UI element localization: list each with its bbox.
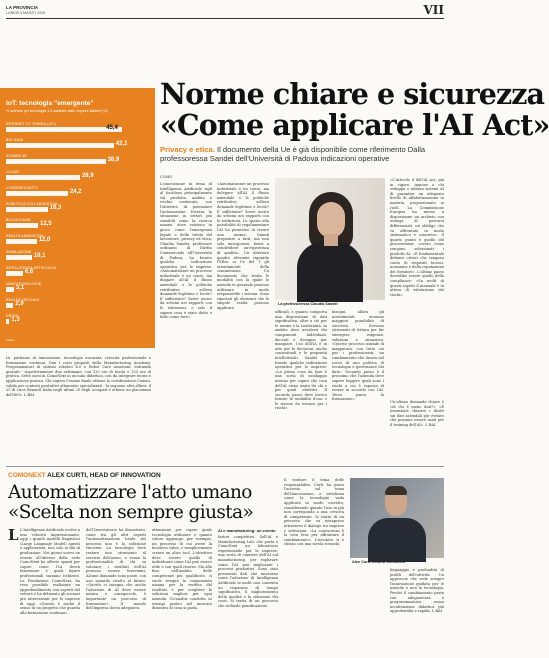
chart-bar (6, 271, 23, 276)
article-headline-1: Norme chiare e sicurezza (160, 77, 545, 111)
article2-section-rest: ALEX CURTI, HEAD OF INNOVATION (47, 472, 161, 479)
photo2-body (368, 518, 426, 562)
chart-bar-row (6, 122, 150, 134)
chart-value-label: 16,3 (49, 205, 62, 212)
article2-dropcap: L (8, 526, 19, 544)
chart-value-label: 28,9 (81, 173, 94, 180)
chart-category-label: SIMULAZIONE (6, 250, 32, 254)
article2-col-5: Il trattare il tema delle responsabilità, Curti ha posto l'accento sul tema dell'innovazione, e sottolinea come la tecnologia vada applicata in modo corretto, considerando quanto l'uso in più non corrisponda a una crescita di competenze. Si tratta di un percorso che va intrapreso attraverso il dialogo tra imprese e istituzioni. «La conoscenza è la vera leva per affrontare il cambiamento». L'incontro si è chiuso con una tavola rotonda. (284, 478, 344, 547)
chart-source: Fonte: ... (6, 338, 18, 342)
chart-bar (6, 287, 14, 292)
photo-neck (324, 234, 338, 246)
section-divider (6, 466, 444, 467)
chart-bar-row (6, 170, 150, 182)
chart-category-label: STAMPA 3D (6, 154, 27, 158)
chart-subtitle: % aziende per tecnologie 4.0 adottate dalle imprese italiane (%) (6, 109, 108, 113)
article2-col-6: linguaggio e profondità di profili dell'attività. Un approccio che vede sempre l'innovazione guidata per le aziende e non la tecnologia. Perché il cambiamento parta con adeguatezza e programmazione, senza un'attenzione didattica più approfondita e rapida. L.BAI (390, 568, 444, 614)
chart-category-label: REALTÀ AUMENTATA (6, 234, 44, 238)
chart-bar-row (6, 282, 150, 294)
article2-headline-1: Automatizzare l'atto umano (8, 482, 252, 503)
chart-bar-row (6, 138, 150, 150)
chart-category-label: ROBOTICA COLLABORATIVA (6, 202, 58, 206)
chart-category-label: INTERNET OF THINGS (IOT) (6, 122, 57, 126)
article2-col-3: attenzione per capire quale tecnologia utilizzare e quanto valore aggiunge, per esempio, un processo di cui avere la business value, o semplicemente creare un altro tool. L'obiettivo deve essere quello di individuare come l'AI può essere utile e con quali risorse. Ma alla fine, nell'ambito delle competenze più qualificate, ci vuole sempre la componente umana per la verifica del risultato e per scegliere le soluzioni migliori per ogni azienda. Un'analisi condotta su esempi pratici nel mercato dimostra di cosa si parla. (152, 528, 212, 611)
chart-bar (6, 255, 32, 260)
article2-section-label (8, 472, 161, 479)
chart-bar-row (6, 234, 150, 246)
chart-bar (6, 303, 13, 308)
chart-bar-row (6, 314, 150, 326)
chart-category-label: CLOUD (6, 170, 20, 174)
chart-value-label: 24,2 (69, 189, 82, 196)
chart-panel (0, 88, 155, 348)
chart-bar (6, 127, 122, 132)
article-deck-block (160, 145, 444, 164)
article-col-4: bisogni, allora gli investimenti avranno maggiori possibilità di successo. Servono strumenti di lettura per far emergere esigenze, soluzioni e situazioni. «Questo processo iniziale di mappatura, con tutto ciò per i professionisti, un cambiamento che lavora nel corso di una politica di tecnologia e governance dei dati». Secondo passo è il prossimo che l'azienda deve sapere leggere quali sono i rischi a cui è esposta di essere in accordo con l'AI. Terzo punto, la formazione». (332, 310, 384, 402)
photo-face (317, 202, 345, 238)
chart-bar-row (6, 266, 150, 278)
article2-photo (350, 478, 444, 558)
chart-category-label: CYBERSECURITY (6, 186, 38, 190)
chart-value-label: 10,1 (33, 253, 46, 260)
photo-body (297, 242, 363, 302)
article-col-1: L'innovazione in tema di Intelligenza Artificiale sigli al focalizza principalmente sul prodotto, ambito a rischio contenuto, con l'obiettivo di potenziare l'automazione. Diversa la situazione in settori più sensibili come la ricerca umane, dove esistono in gioco come l'emergenza legale e della tutela del lavoratore, privacy ed etica. Claudia Sandei, professore ordinario di Diritto Commerciale all'Università di Padova, ha fornito qualche indicazione operativa per le imprese. «Automatizzare un processo industriale è un conto, ma diagare all'AI il flusso aziendale o le politiche retributive, solleva domande legittime e lecite? È sufficiente? Serve uscire da schemi nei rapporti con le istituzioni, e solo il sapere cosa è stato detto e fatto come fare». (160, 182, 212, 320)
article-col-2: «Automatizzare un processo industriale è un conto, ma delegare all'AI il flusso aziendale o le politiche retributive, solleva domande legittime e lecite? È sufficiente? Serve uscire da schemi nei rapporti con le istituzioni. Lo spazio alla possibilità di regolamentare l'AI ha permesso di creare una norma. Quindi preparare a tutti, ma non solo incorporare, bensì a condividere un'esperienza di qualità». Un ulteriore quadro rilevante riguarda l'Ethic ai Ue del 1 gli orientamenti della commissione. Un documento che tratta le modalità con la quale le aziende in generale possono utilizzare in modo responsabile i sistemi. Sono riportati gli elementi che le singole realtà possono applicare. (217, 182, 269, 311)
chart-category-label: DRONI (6, 314, 19, 318)
chart-value-label: 42,1 (115, 141, 128, 148)
chart-bar (6, 207, 48, 212)
article-photo (275, 178, 385, 300)
article2-col-6b (350, 568, 386, 654)
chart-value-label: 6,6 (24, 269, 34, 276)
chart-value-label: 1,3 (11, 317, 20, 324)
article-deck: Il documento della Ue è già disponibile come riferimento Dalla professoressa Sandei dell'Università di Padova indicazioni operative (160, 145, 426, 164)
article2-subhead: AI e manufacturing: un evento (218, 528, 276, 533)
chart-bar (6, 223, 38, 228)
chart-value-label: 45,4 (106, 125, 118, 132)
photo2-hair (385, 486, 407, 495)
chart-category-label: NANOTECNOLOGIE (6, 282, 42, 286)
article2-section-tag: COMONEXT (8, 472, 46, 479)
chart-category-label: INTELLIGENZA ARTIFICIALE (6, 266, 57, 270)
chart-category-label: BLOCKCHAIN (6, 218, 31, 222)
page-number: VII (423, 3, 444, 17)
article-col-3: ufficiali, e quanto comporta una disposizione di dati significativa, oltre a ciò per le norme e la conformità. In ambito deve avvalersi dei componenti individuali, decenti e designer per mangiare. Uso dell'IA è in atto per le decisioni, anche contrattuali e le proprietà intellettuali». Sandei ha fornito qualche indicazione operativa per le imprese: «La prima cosa da fare è una sorta di sondaggio interno per capire che cosa dell'AI viene usata da chi e per quali obiettivi. Il secondo passo deve invece fornire le modalità d'uso e le risorse da trovare per i rischi». (275, 310, 327, 411)
chart-value-label: 12,5 (40, 221, 52, 228)
article2-col-1: L'Intelligenza Artificiale evolve a una velocità impressionante, oggi i grandi modelli linguistici (Large Language Model) agenti e applicazioni, non solo ai fini di produzione. Nei giorni scorsi un evento all'interno della sede ComoNext ha offerto spunti per capire come l'IA dovrà funzionare e quali figure professionali saranno richieste. La Fondazione ComoNext, ha reso possibile realizzare un approfondimento con esperti del settore e ha delineato gli scenari più interessanti per le imprese di oggi. «Questo è anche il senso di un progetto che guarda alla formazione continua». (20, 528, 80, 615)
chart-bar (6, 143, 114, 148)
chart-category-label: REALTÀ VIRTUALE (6, 298, 40, 302)
chart-bar-row (6, 218, 150, 230)
article2-col-4: fattori competitivi. Sull'AI e Manufacturing Lab, che porta a ComoNext un laboratorio esperienziale per le imprese, una sorta di cantiere dell'AI sul manufacturing, per esplorare come l'AI può migliorare i processi produttivi. Sono stati presentati dati che mostrano come l'adozione di Intelligenza Artificiale in molti casi consenta un risparmio di tempo significativo, il miglioramento della qualità e la riduzione dei costi. Si tratta di un percorso che richiede pianificazione. (218, 535, 278, 608)
photo-caption: La professoressa Claudia Sandei (278, 302, 338, 306)
chart-bar (6, 239, 37, 244)
chart-value-label: 2,9 (15, 301, 24, 308)
article-col-5: «L'Articolo 4 dell'AI Act, già in vigore, impone a chi sviluppa o utilizza sistemi AI di garantire un adeguato livello di alfabetizzazione in materia, proporzionato ai ruoli. La Commissione Europea ha messo a disposizione un archivio con esempi di percorsi differenziati, un obbligo che va affrontato in modo sistematico e concreto». Il quarto punto è quello del procurement, ovvero come vengono selezionati i prodotti AI. «È fondamentale definire criteri che tengano conto di requisiti tecnici, normativi e della reputazione dei fornitori». L'ultimo passo dovrebbe essere quello della compliance: «Su molti di questi aspetti il manuale è in attesa di valutazione dei rischi». (390, 178, 444, 297)
chart-category-label: BIG DATA (6, 138, 24, 142)
chart-bar-row (6, 298, 150, 310)
chart-bar-row (6, 186, 150, 198)
chart-value-label: 3,1 (15, 285, 25, 292)
chart-bar (6, 319, 9, 324)
masthead-rule (6, 18, 444, 19)
article-byline: COMO (160, 175, 173, 179)
chart-caption: IA. partiamo di innovazione, tecnologia avanzata, crescita professionale e formazione continua. Due i corsi proposti dalla Manufacturing Academy. Programmatori di sistemi robotici 4.0 e Robot Care Assistant, entrambi gratuiti - rispettivamente due settimane, con 120 ore di teoria e 120 ore di pratica. Sette mesi in ComoNext in un'aula didattica, con da integrare teoria e applicazione pratica. Chi supera l'esame finale ottiene la certificazione Comau, valida per contesti produttivi altamente specializzati - la seguono altri allievi: il 25 di circa Renault Italia negli ultimi 20 degli occupati e ottiene un placement dell'80%. L.BAI (6, 356, 151, 397)
chart-value-label: 38,9 (107, 157, 120, 164)
article2-photo-caption: Alex Curti, head di ComoNext (352, 560, 406, 564)
masthead-newspaper: LA PROVINCIA (6, 5, 39, 10)
masthead-date: LUNEDÌ 9 MARZO 2026 (6, 11, 46, 15)
article2-headline-2: «Scelta non sempre giusta» (8, 502, 254, 523)
chart-bar-row (6, 250, 150, 262)
chart-bar (6, 159, 106, 164)
article2-col-2: dell'Osservatorio ha dimostrato, come tra gli altri aspetti l'automatizzazione totale dei processi non è la soluzione vincente. La tecnologia deve restare uno strumento al servizio dell'uomo, e senza la professionalità di chi sa valutare, i risultati dell'AI possono essere fuorvianti. Alcune domande sono poste, con uno sguardo rivolto al futuro. «Questo ci insegna che anche l'adozione di AI deve essere mirata e consapevole, è importante un percorso di formazione». Il mondo dell'impresa dovrà adeguarsi. (86, 528, 146, 611)
article-headline-2: «Come applicare l'AI Act» (160, 108, 549, 142)
article-col-5-end: Un'ultima domanda chiave è «di chi è meno dati?». «È essenziale chiarire i diritti sui dati aziendali per evitare che possano essere usati per il training dell'AI». L.BAI (390, 400, 444, 427)
chart-title: IoT: tecnologia "emergente" (6, 100, 94, 107)
chart-bar (6, 191, 68, 196)
article-kicker: Privacy e etica. (160, 145, 215, 154)
chart-value-label: 12,0 (38, 237, 51, 244)
chart-bar (6, 175, 80, 180)
chart-bar-row (6, 202, 150, 214)
chart-bar-row (6, 154, 150, 166)
